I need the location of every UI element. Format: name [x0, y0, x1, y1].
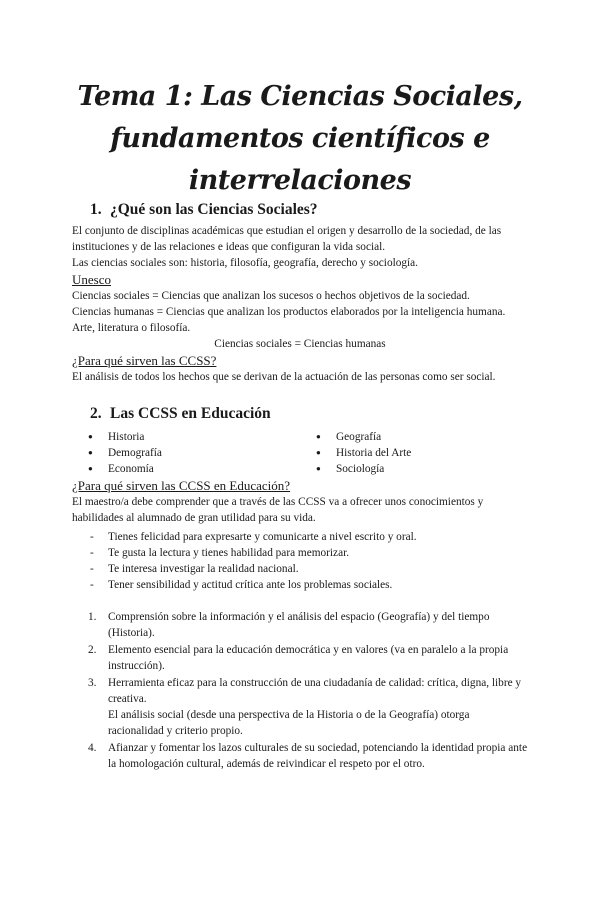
list-item: - Tienes felicidad para expresarte y comunicarte a nivel escrito y oral. — [72, 529, 528, 545]
section-2 — [72, 404, 528, 772]
human-sciences-definition: Ciencias humanas = Ciencias que analizan los productos elaborados por la inteligencia humana. Arte, literatura o filosofía. — [72, 306, 506, 334]
purposes-list — [72, 609, 528, 772]
document-page — [0, 76, 600, 924]
section-2-heading: 2. Las CCSS en Educación — [90, 405, 271, 422]
title-line-1: Tema 1: Las Ciencias Sociales, — [77, 81, 523, 112]
list-item: - Tener sensibilidad y actitud crítica ante los problemas sociales. — [72, 577, 528, 593]
skills-list — [72, 529, 528, 593]
list-item: ● Sociología — [300, 461, 528, 477]
list-item: ● Historia del Arte — [300, 445, 528, 461]
section-1 — [72, 200, 528, 385]
section-1-list: Las ciencias sociales son: historia, filosofía, geografía, derecho y sociología. — [72, 257, 419, 269]
list-item: 3. Herramienta eficaz para la construcción de una ciudadanía de calidad: crítica, digna, libre y creativa. El análisis social (desde una perspectiva de la Historia o de la Geografía) otorga racionalidad y criterio propio. — [88, 677, 522, 737]
list-item: ● Geografía — [300, 429, 528, 445]
list-item: 4. Afianzar y fomentar los lazos culturales de su sociedad, potenciando la identidad propia ante la homologación cultural, además de reivindicar el respeto por el otro. — [88, 742, 528, 770]
list-item: 2. Elemento esencial para la educación democrática y en valores (va en paralelo a la propia instrucción). — [88, 644, 509, 672]
section-1-answer: El análisis de todos los hechos que se derivan de la actuación de las personas como ser social. — [72, 371, 496, 383]
title-line-3: interrelaciones — [188, 165, 412, 196]
equivalence-line: Ciencias sociales = Ciencias humanas — [214, 338, 386, 350]
list-item: 1. Comprensión sobre la información y el análisis del espacio (Geografía) y del tiempo (Historia). — [88, 611, 490, 639]
section-1-definition: El conjunto de disciplinas académicas que estudian el origen y desarrollo de la sociedad, de las instituciones y de las relaciones e ideas que configuran la vida social. — [72, 225, 502, 253]
unesco-label: Unesco — [72, 272, 111, 287]
section-2-question: ¿Para qué sirven las CCSS en Educación? — [72, 478, 291, 493]
social-sciences-definition: Ciencias sociales = Ciencias que analizan los sucesos o hechos objetivos de la sociedad. — [72, 290, 470, 302]
section-1-question: ¿Para qué sirven las CCSS? — [72, 353, 217, 368]
list-item: ● Historia — [72, 429, 300, 445]
list-item: - Te gusta la lectura y tienes habilidad para memorizar. — [72, 545, 528, 561]
section-2-intro: El maestro/a debe comprender que a través de las CCSS va a ofrecer unos conocimientos y habilidades al alumnado de gran utilidad para su vida. — [72, 496, 484, 524]
page-title — [72, 76, 528, 202]
section-1-heading: 1. ¿Qué son las Ciencias Sociales? — [90, 201, 318, 218]
title-line-2: fundamentos científicos e — [110, 123, 490, 154]
list-item: - Te interesa investigar la realidad nacional. — [72, 561, 528, 577]
subjects-list — [72, 429, 528, 477]
list-item: ● Demografía — [72, 445, 300, 461]
list-item: ● Economía — [72, 461, 300, 477]
